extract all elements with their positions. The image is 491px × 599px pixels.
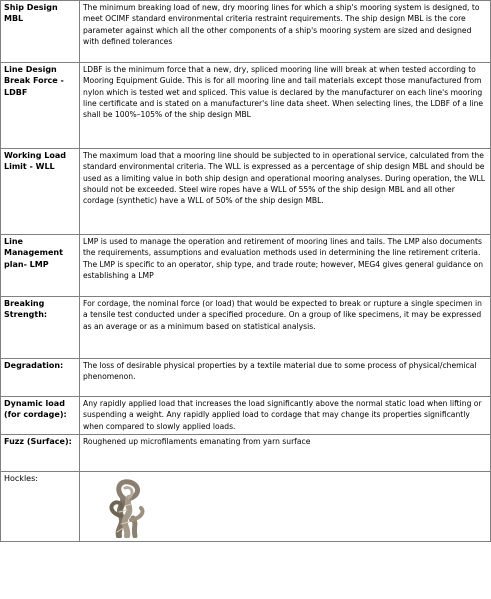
definition-cell <box>80 472 491 542</box>
term-cell: Fuzz (Surface): <box>1 435 80 472</box>
term-cell: Working Load Limit - WLL <box>1 149 80 235</box>
table-row <box>1 297 491 359</box>
term-cell: Hockles: <box>1 472 80 542</box>
table-row <box>1 435 491 472</box>
term-cell: Line Management plan- LMP <box>1 235 80 297</box>
table-row <box>1 359 491 397</box>
term-cell: Dynamic load (for cordage): <box>1 397 80 435</box>
definition-cell: The maximum load that a mooring line should be subjected to in operational service, calculated from the standard environmental criteria. The WLL is expressed as a percentage of ship design MBL and should be used as a limiting value in both ship design and operational mooring analyses. During operation, the WLL should not be exceeded. Steel wire ropes have a WLL of 55% of the ship design MBL and all other cordage (synthetic) have a WLL of 50% of the ship design MBL. <box>80 149 491 235</box>
definition-cell: The loss of desirable physical properties by a textile material due to some process of physical/chemical phenomenon. <box>80 359 491 397</box>
table-row <box>1 235 491 297</box>
definition-cell: LDBF is the minimum force that a new, dry, spliced mooring line will break at when tested according to Mooring Equipment Guide. This is for all mooring line and tail materials except those manufactured from nylon which is tested wet and spliced. This value is declared by the manufacturer on each line's mooring line certificate and is stated on a manufacturer's line data sheet. When selecting lines, the LDBF of a line shall be 100%–105% of the ship design MBL <box>80 63 491 149</box>
table-row <box>1 1 491 63</box>
term-cell: Degradation: <box>1 359 80 397</box>
definition-cell: The minimum breaking load of new, dry mooring lines for which a ship's mooring system is designed, to meet OCIMF standard environmental criteria restraint requirements. The ship design MBL is the core parameter against which all the other components of a ship's mooring system are sized and designed with defined tolerances <box>80 1 491 63</box>
hockle-rope-image <box>101 478 153 538</box>
table-row <box>1 63 491 149</box>
term-cell: Breaking Strength: <box>1 297 80 359</box>
definition-cell: For cordage, the nominal force (or load) that would be expected to break or rupture a single specimen in a tensile test conducted under a specified procedure. On a group of like specimens, it may be expressed as an average or as a minimum based on statistical analysis. <box>80 297 491 359</box>
term-cell: Line Design Break Force - LDBF <box>1 63 80 149</box>
term-cell: Ship Design MBL <box>1 1 80 63</box>
definition-cell: Any rapidly applied load that increases the load significantly above the normal static load when lifting or suspending a weight. Any rapidly applied load to cordage that may change its properties significantly when compared to slowly applied loads. <box>80 397 491 435</box>
definition-cell: LMP is used to manage the operation and retirement of mooring lines and tails. The LMP also documents the requirements, assumptions and evaluation methods used in determining the line retirement criteria. The LMP is specific to an operator, ship type, and trade route; however, MEG4 gives general guidance on establishing a LMP <box>80 235 491 297</box>
definition-cell: Roughened up microfilaments emanating from yarn surface <box>80 435 491 472</box>
table-row <box>1 472 491 542</box>
table-row <box>1 149 491 235</box>
table-row <box>1 397 491 435</box>
